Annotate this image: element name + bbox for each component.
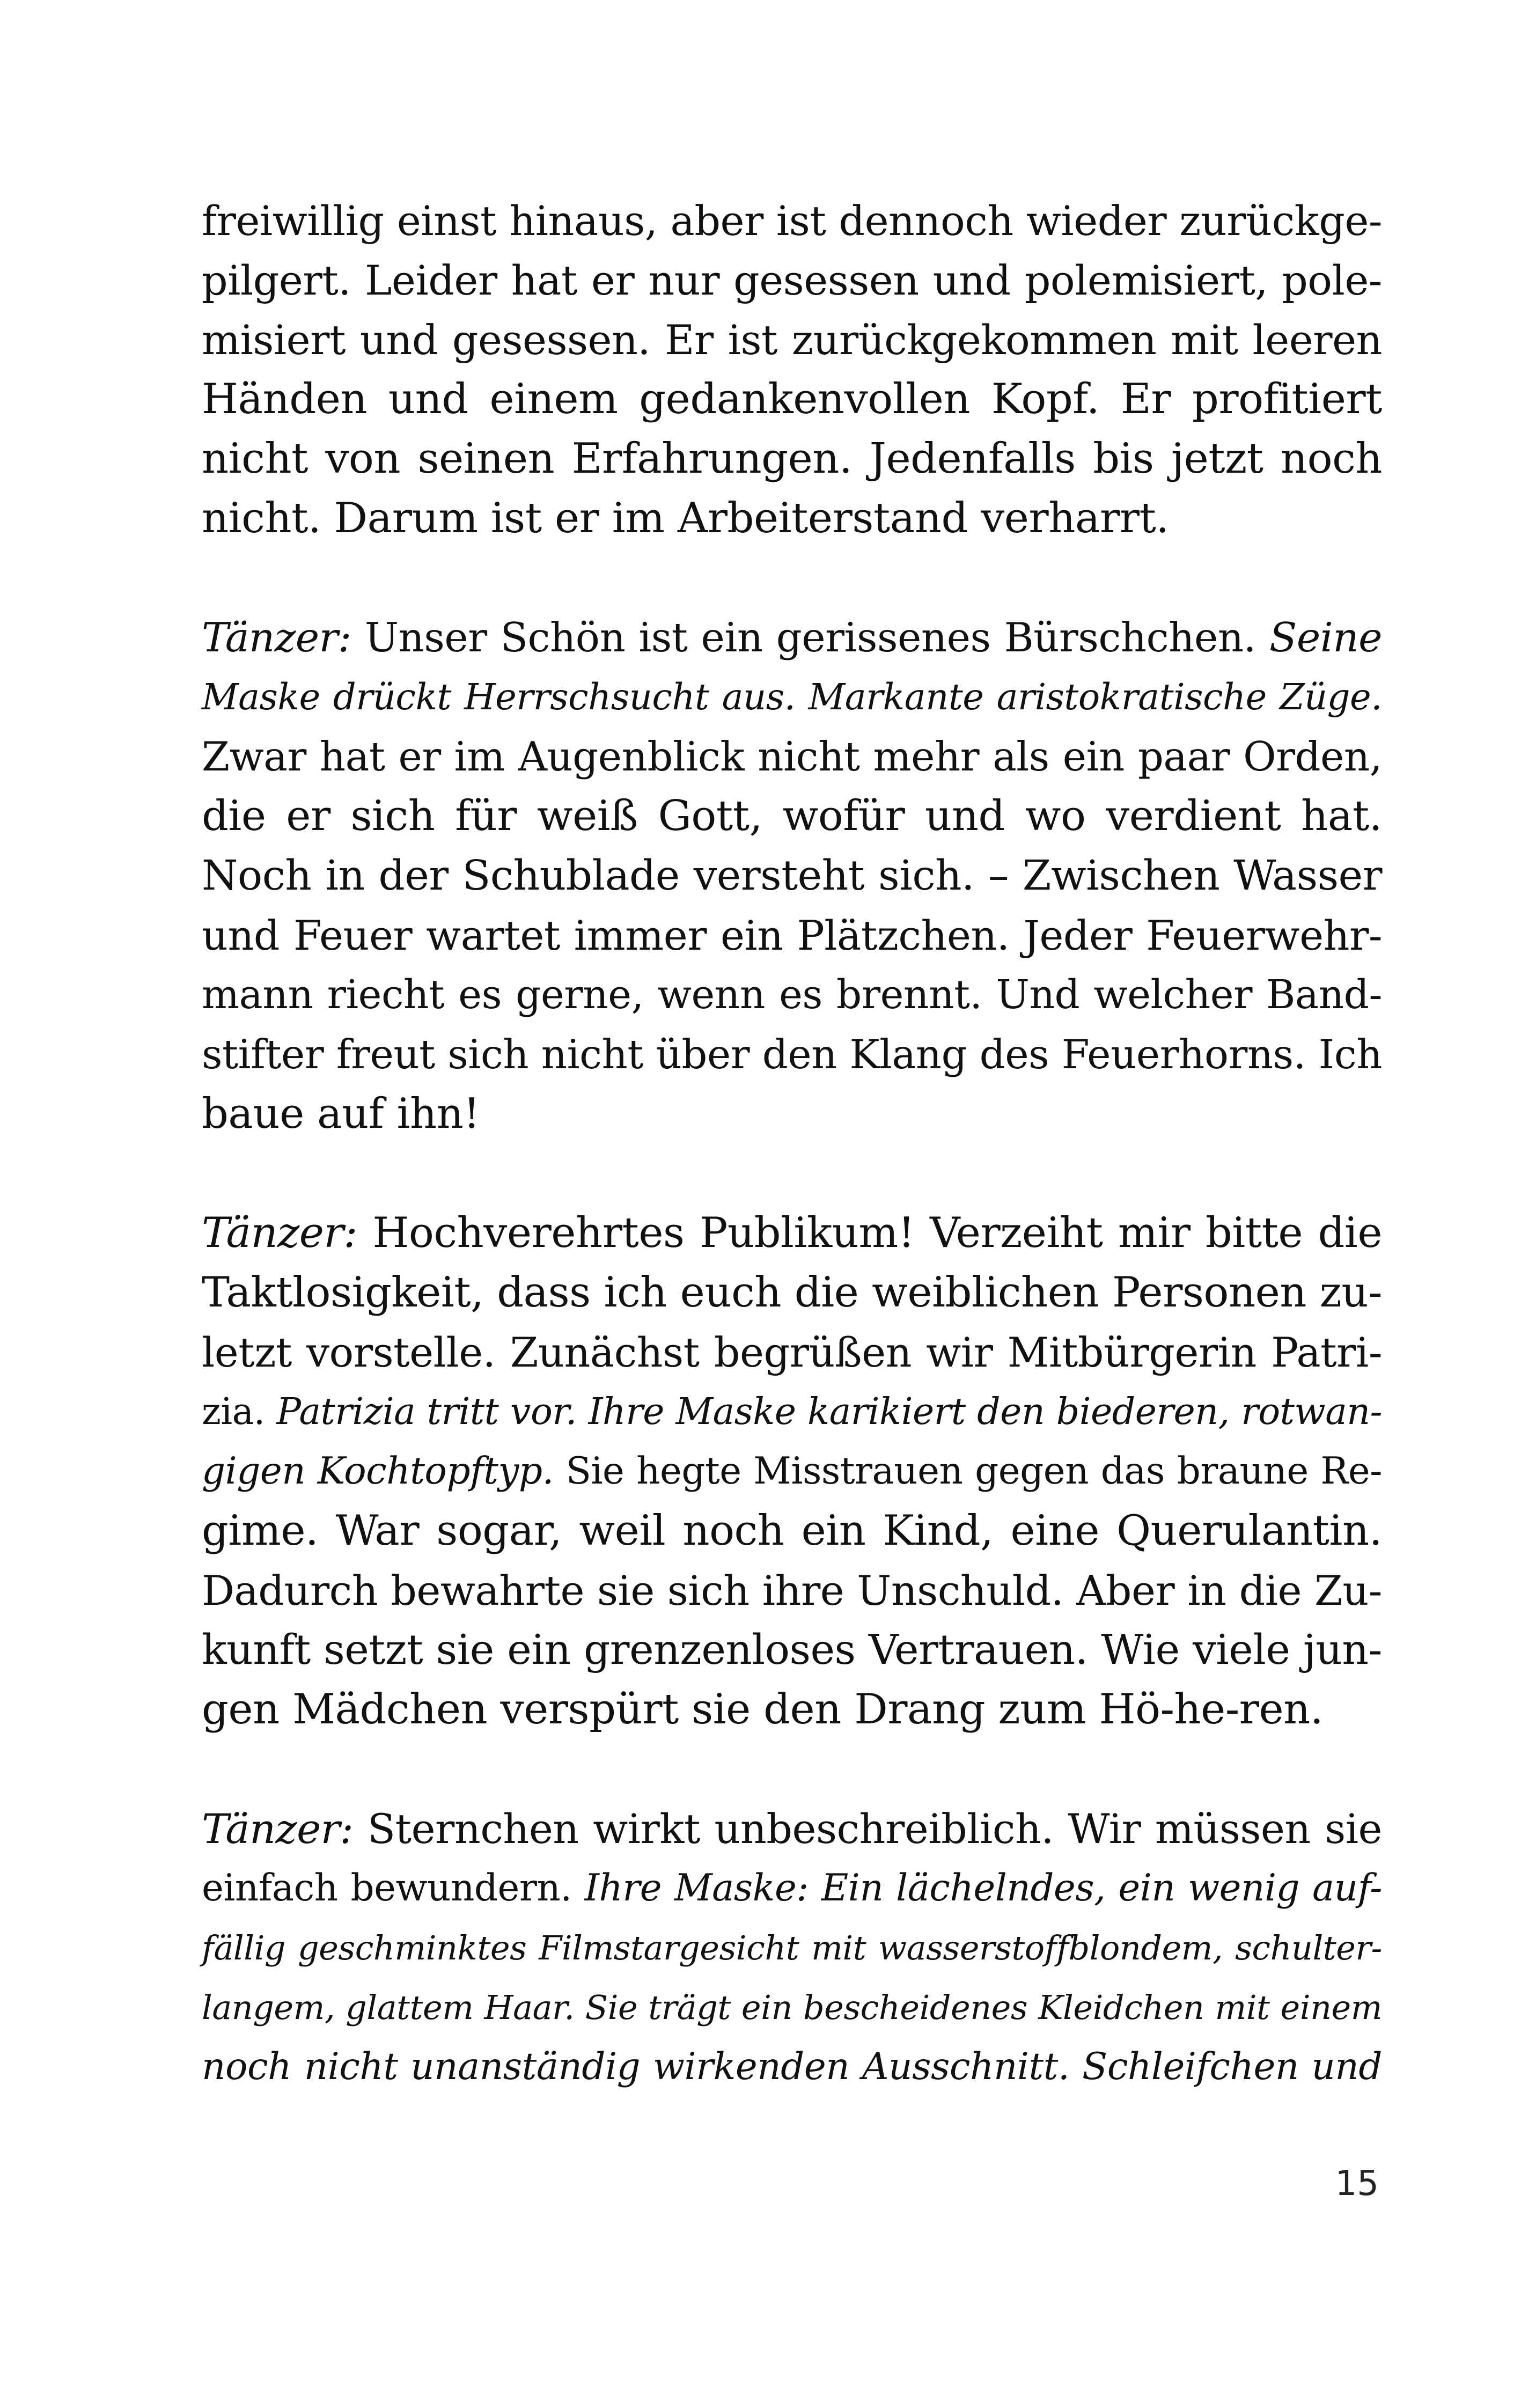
stage-direction: fällig geschminktes Filmstargesicht mit wasserstoffblondem, schulter- — [202, 1928, 1382, 1967]
text-line — [202, 1263, 1382, 1323]
stage-direction: Ihre Maske: Ein lächelndes, ein wenig auf- — [584, 1867, 1382, 1910]
dialogue-text: Unser Schön ist ein gerissenes Bürschchen. — [351, 614, 1270, 661]
dialogue-text: Händen und einem gedankenvollen Kopf. Er profitiert — [202, 375, 1382, 423]
stage-direction: Patrizia tritt vor. Ihre Maske karikiert den biederen, rotwan- — [276, 1391, 1382, 1433]
text-line — [202, 1025, 1382, 1084]
dialogue-text: Sternchen wirkt unbeschreiblich. Wir müssen sie — [353, 1805, 1382, 1853]
dialogue-text: einfach bewundern. — [202, 1867, 585, 1910]
dialogue-text: gen Mädchen verspürt sie den Drang zum Hö-he-ren. — [202, 1685, 1324, 1734]
dialogue-text: letzt vorstelle. Zunächst begrüßen wir Mitbürgerin Patri- — [202, 1328, 1382, 1376]
text-line — [202, 1382, 1382, 1442]
paragraph — [202, 608, 1382, 1144]
speaker-label: Tänzer: — [202, 1805, 354, 1853]
dialogue-text: und Feuer wartet immer ein Plätzchen. Jeder Feuerwehr- — [202, 912, 1382, 959]
dialogue-text: pilgert. Leider hat er nur gesessen und polemisiert, pole- — [202, 256, 1382, 304]
dialogue-text: baue auf ihn! — [202, 1090, 480, 1138]
text-line — [202, 1561, 1382, 1620]
text-line — [202, 965, 1382, 1025]
body-text — [202, 191, 1382, 2156]
text-line — [202, 727, 1382, 787]
dialogue-text: mann riecht es gerne, wenn es brennt. Und welcher Band- — [202, 972, 1382, 1018]
speaker-label: Tänzer: — [202, 1209, 358, 1257]
dialogue-text: Taktlosigkeit, dass ich euch die weiblichen Personen zu- — [202, 1268, 1382, 1317]
stage-direction: Maske drückt Herrschsucht aus. Markante aristokratische Züge. — [202, 676, 1382, 718]
text-line — [202, 846, 1382, 906]
dialogue-text: Hochverehrtes Publikum! Verzeiht mir bitte die — [357, 1209, 1382, 1257]
text-line — [202, 1799, 1382, 1859]
text-line — [202, 1203, 1382, 1263]
dialogue-text: gime. War sogar, weil noch ein Kind, eine Querulantin. — [202, 1507, 1382, 1555]
text-line — [202, 787, 1382, 846]
dialogue-text: die er sich für weiß Gott, wofür und wo verdient hat. — [202, 792, 1382, 840]
stage-direction: Seine — [1269, 614, 1382, 661]
stage-direction: gigen Kochtopftyp. — [202, 1450, 554, 1493]
text-line — [202, 1859, 1382, 1918]
stage-direction: langem, glattem Haar. Sie trägt ein bescheidenes Kleidchen mit einem — [202, 1988, 1382, 2027]
dialogue-text: stifter freut sich nicht über den Klang des Feuerhorns. Ich — [202, 1031, 1382, 1078]
dialogue-text: zia. — [202, 1391, 277, 1433]
text-line — [202, 429, 1382, 489]
dialogue-text: Zwar hat er im Augenblick nicht mehr als ein paar Orden, — [202, 733, 1382, 780]
text-line — [202, 370, 1382, 429]
dialogue-text: freiwillig einst hinaus, aber ist dennoch wieder zurückge- — [202, 197, 1382, 245]
paragraph — [202, 191, 1382, 548]
text-line — [202, 1978, 1382, 2037]
text-line — [202, 489, 1382, 548]
speaker-label: Tänzer: — [202, 614, 351, 661]
text-line — [202, 667, 1382, 727]
page-number: 15 — [1335, 2164, 1379, 2204]
paragraph — [202, 1799, 1382, 2097]
text-line — [202, 251, 1382, 310]
dialogue-text: Sie hegte Misstrauen gegen das braune Re- — [554, 1450, 1382, 1493]
dialogue-text: nicht. Darum ist er im Arbeiterstand verharrt. — [202, 494, 1169, 542]
text-line — [202, 906, 1382, 965]
dialogue-text: nicht von seinen Erfahrungen. Jedenfalls bis jetzt noch — [202, 435, 1382, 483]
text-line — [202, 2037, 1382, 2097]
stage-direction: noch nicht unanständig wirkenden Ausschnitt. Schleifchen und — [202, 2045, 1382, 2088]
text-line — [202, 191, 1382, 251]
dialogue-text: Noch in der Schublade versteht sich. – Zwischen Wasser — [202, 852, 1382, 900]
text-line — [202, 608, 1382, 667]
text-line — [202, 1680, 1382, 1739]
dialogue-text: Dadurch bewahrte sie sich ihre Unschuld. Aber in die Zu- — [202, 1567, 1382, 1614]
dialogue-text: kunft setzt sie ein grenzenloses Vertrauen. Wie viele jun- — [202, 1626, 1382, 1674]
text-line — [202, 1323, 1382, 1382]
dialogue-text: misiert und gesessen. Er ist zurückgekommen mit leeren — [202, 316, 1382, 364]
text-line — [202, 1918, 1382, 1978]
paragraph — [202, 1203, 1382, 1739]
text-line — [202, 1442, 1382, 1501]
text-line — [202, 1084, 1382, 1144]
text-line — [202, 1501, 1382, 1561]
text-line — [202, 310, 1382, 370]
text-line — [202, 1620, 1382, 1680]
